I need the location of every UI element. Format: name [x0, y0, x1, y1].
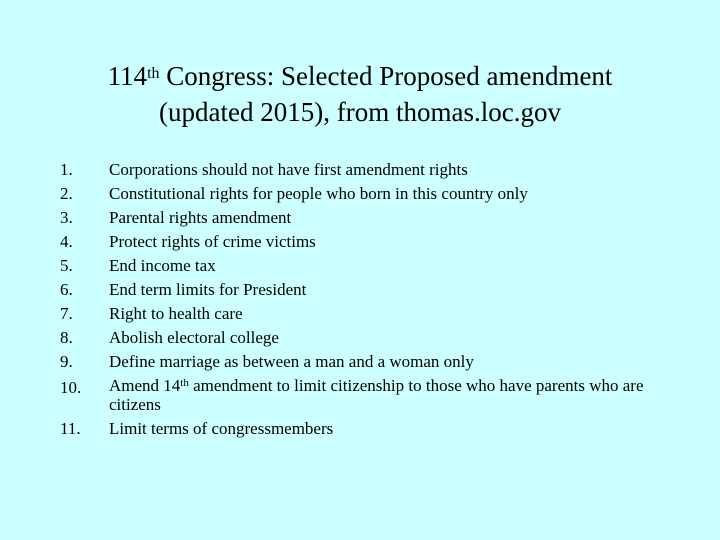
- item-number: 1.: [60, 160, 73, 179]
- amendment-list: [60, 158, 680, 441]
- item-number: 10.: [60, 378, 82, 397]
- list-item: [60, 206, 680, 230]
- item-text: Limit terms of congressmembers: [109, 419, 334, 438]
- list-item: [60, 182, 680, 206]
- item-text: Parental rights amendment: [109, 208, 292, 227]
- item-text: End term limits for President: [109, 280, 307, 299]
- item-text: Protect rights of crime victims: [109, 232, 316, 251]
- item-number: 3.: [60, 208, 73, 227]
- title-line-1-rest: Congress: Selected Proposed amendment: [159, 61, 613, 91]
- list-item: [60, 326, 680, 350]
- item-number: 9.: [60, 352, 73, 371]
- item-number: 5.: [60, 256, 73, 275]
- item-text-start: Amend 14: [109, 376, 181, 395]
- list-item: [60, 158, 680, 182]
- item-number: 6.: [60, 280, 73, 299]
- title-ordinal: 114: [107, 61, 148, 91]
- item-text: Right to health care: [109, 304, 243, 323]
- list-item: [60, 350, 680, 374]
- item-text: Corporations should not have first amendment rights: [109, 160, 468, 179]
- item-text: [109, 374, 680, 417]
- list-item: [60, 302, 680, 326]
- item-text: End income tax: [109, 256, 216, 275]
- list-item: [60, 254, 680, 278]
- title-ordinal-suffix: th: [147, 65, 160, 82]
- item-number: 8.: [60, 328, 73, 347]
- title-line-1: [40, 58, 680, 94]
- title-line-2: (updated 2015), from thomas.loc.gov: [159, 97, 561, 127]
- item-text: Constitutional rights for people who born in this country only: [109, 184, 528, 203]
- list-item: [60, 417, 680, 441]
- item-text: Define marriage as between a man and a woman only: [109, 352, 474, 371]
- list-item: [60, 374, 680, 417]
- item-number: 4.: [60, 232, 73, 251]
- list-item: [60, 230, 680, 254]
- slide-title: [40, 58, 680, 130]
- list-item: [60, 278, 680, 302]
- item-text-rest: amendment to limit citizenship to those who have parents who are citizens: [109, 376, 644, 414]
- item-number: 11.: [60, 419, 81, 438]
- item-number: 2.: [60, 184, 73, 203]
- item-number: 7.: [60, 304, 73, 323]
- ordinal-suffix: th: [180, 377, 189, 389]
- item-text: Abolish electoral college: [109, 328, 279, 347]
